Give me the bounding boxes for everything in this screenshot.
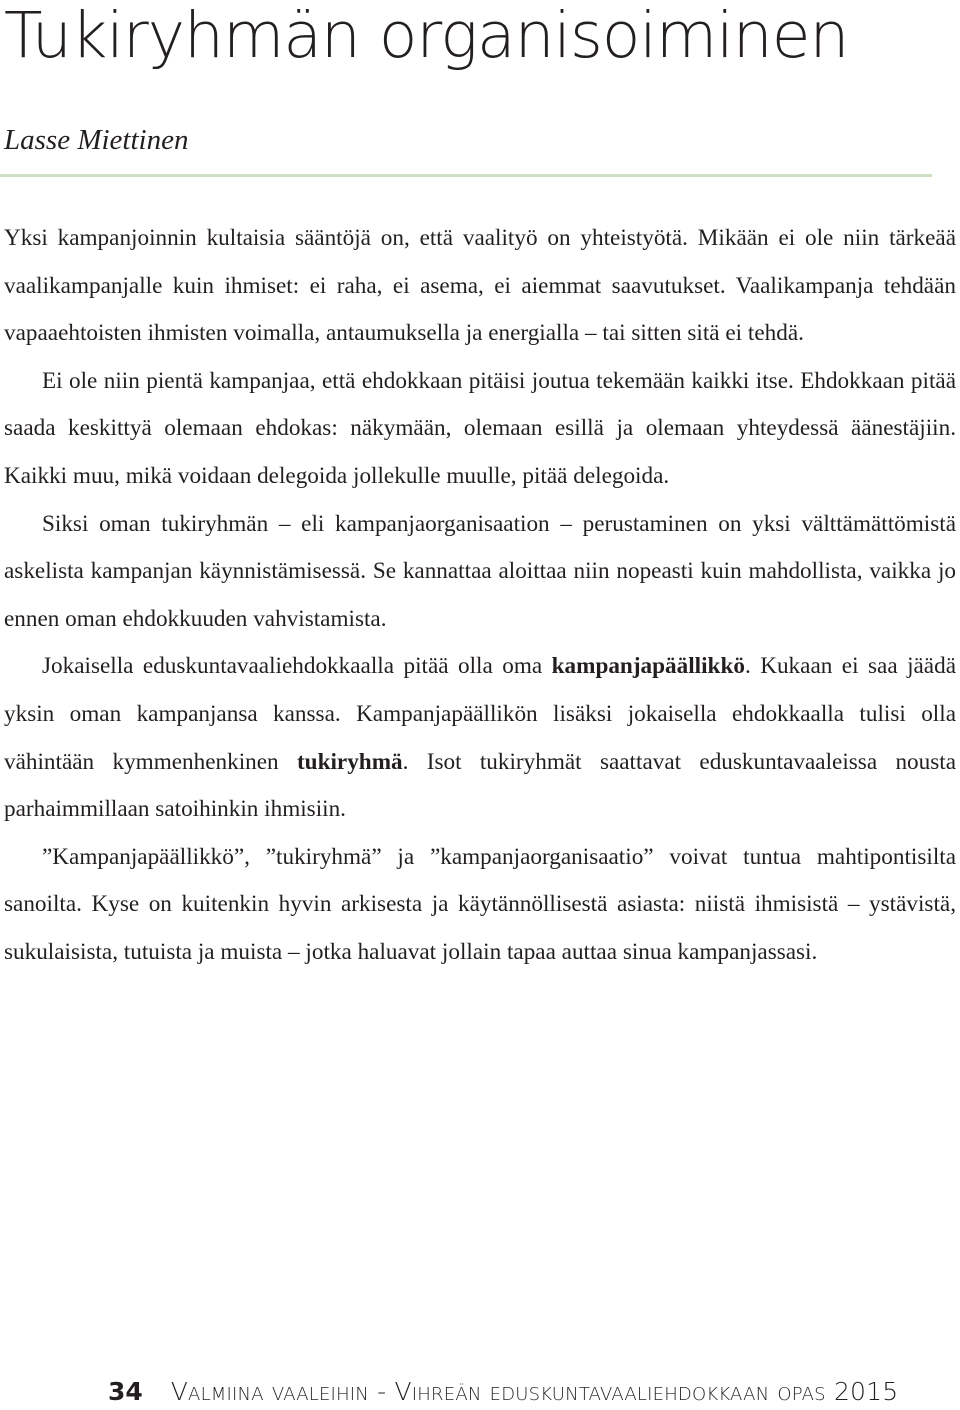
paragraph <box>4 501 956 644</box>
paragraph-text: . Kukaan ei saa jäädä yksin oman kampanjansa kanssa. Kampanjapäällikön lisäksi jokaisella ehdokkaalla tulisi olla vähintään kymmenhenkinen <box>4 653 956 775</box>
page-number: 34 <box>108 1377 143 1406</box>
paragraph-text: Yksi kampanjoinnin kultaisia sääntöjä on, että vaalityö on yhteistyötä. Mikään ei ole niin tärkeää vaalikampanjalle kuin ihmiset: ei raha, ei asema, ei aiemmat saavutukset. Vaalikampanja tehdään vapaaehtoisten ihmisten voimalla, antaumuksella ja energialla – tai sitten sitä ei tehdä. <box>4 225 956 347</box>
article-body <box>4 215 956 977</box>
article-title: Tukiryhmän organisoiminen <box>4 0 849 72</box>
title-divider <box>0 174 932 177</box>
paragraph <box>4 834 956 977</box>
paragraph-text: . Isot tukiryhmät saattavat eduskuntavaaleissa nousta parhaimmillaan satoihinkin ihmisiin. <box>4 748 956 823</box>
paragraph-text: Siksi oman tukiryhmän – eli kampanjaorganisaation – perustaminen on yksi välttämättömistä askelista kampanjan käynnistämisessä. Se kannattaa aloittaa niin nopeasti kuin mahdollista, vaikka jo ennen oman ehdokkuuden vahvistamista. <box>4 510 956 632</box>
paragraph-text: ”Kampanjapäällikkö”, ”tukiryhmä” ja ”kampanjaorganisaatio” voivat tuntua mahtipontisilta sanoilta. Kyse on kuitenkin hyvin arkisesta ja käytännöllisestä asiasta: niistä ihmisistä – ystävistä, sukulaisista, tutuista ja muista – jotka haluavat jollain tapaa auttaa sinua kampanjassasi. <box>4 843 956 965</box>
bold-term: kampanjapäällikkö <box>551 653 745 680</box>
paragraph-text: Jokaisella eduskuntavaaliehdokkaalla pitää olla oma <box>42 653 552 680</box>
running-title: Valmiina vaaleihin - Vihreän eduskuntavaaliehdokkaan opas 2015 <box>170 1377 899 1406</box>
bold-term: tukiryhmä <box>296 748 403 775</box>
paragraph <box>4 643 956 833</box>
article-author: Lasse Miettinen <box>4 124 189 156</box>
paragraph-text: Ei ole niin pientä kampanjaa, että ehdokkaan pitäisi joutua tekemään kaikki itse. Ehdokkaan pitää saada keskittyä olemaan ehdokas: näkymään, olemaan esillä ja olemaan yhteydessä äänestäjiin. Kaikki muu, mikä voidaan delegoida jollekulle muulle, pitää delegoida. <box>4 367 956 489</box>
paragraph <box>4 358 956 501</box>
page-footer <box>108 1374 898 1410</box>
paragraph <box>4 215 956 358</box>
